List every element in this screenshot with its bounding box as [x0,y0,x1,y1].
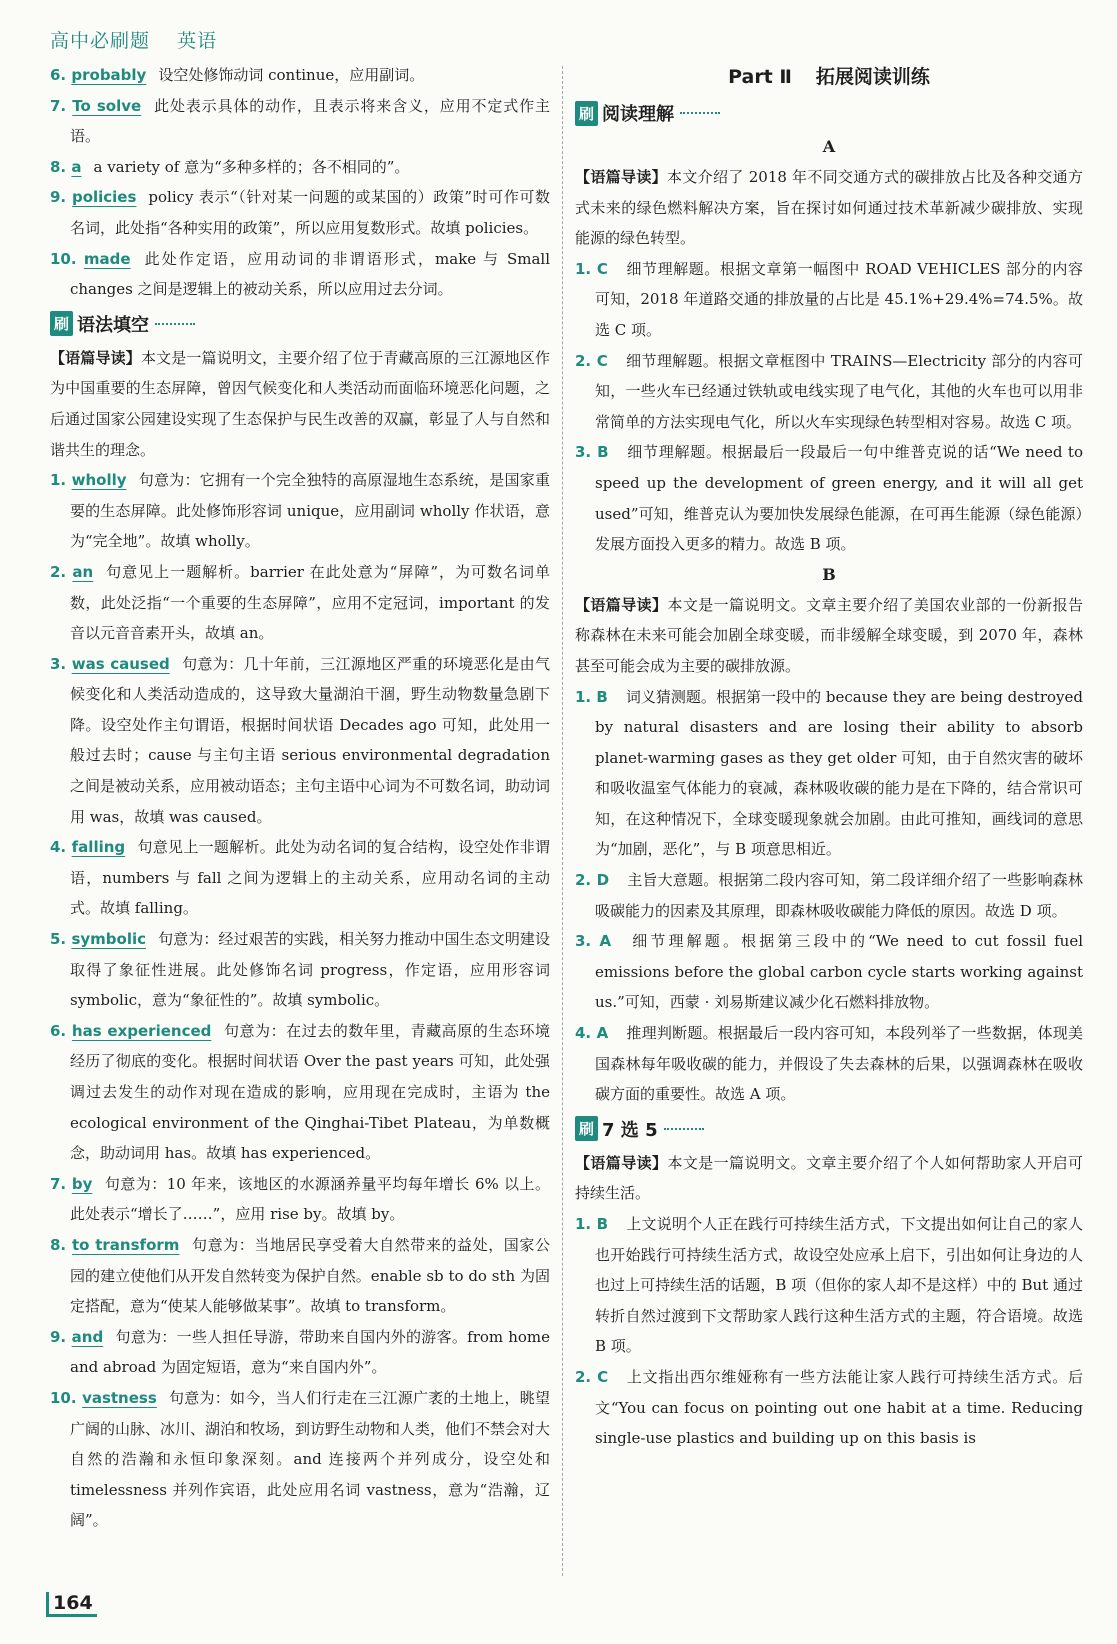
column-divider [562,66,563,1576]
answer-word: wholly [71,471,127,490]
answer-key [50,471,139,489]
answer-item [575,865,1083,926]
answer-explanation: a variety of 意为“多种多样的；各不相同的”。 [93,157,410,176]
answers-b [575,682,1083,1110]
intro-tag: 【语篇导读】 [50,348,141,367]
answer-key [575,1024,626,1042]
answer-number: 6. [50,1021,67,1040]
answer-item [575,1362,1083,1454]
answer-item [575,1018,1083,1110]
intro-tag: 【语篇导读】 [575,1153,668,1172]
answers-c [575,1209,1083,1454]
section-badge: 刷 [575,101,598,126]
answer-number: 1. [575,259,592,278]
answer-key [50,188,148,206]
passage-a-intro [575,162,1083,254]
answer-word: by [71,1174,93,1193]
answer-word: C [596,259,608,278]
answer-key [575,1368,626,1386]
section-reading [575,98,1083,128]
answer-item [50,557,550,649]
answer-explanation: 此处表示具体的动作，且表示将来含义，应用不定式作主语。 [70,96,550,146]
answer-number: 2. [50,562,67,581]
page-number: 164 [46,1592,97,1617]
answer-number: 5. [50,930,67,949]
answer-word: policies [71,188,137,207]
answer-number: 4. [575,1024,592,1043]
answers-top [50,60,550,305]
answer-item [575,926,1083,1018]
answer-word: to transform [71,1235,180,1254]
passage-c-intro [575,1148,1083,1209]
answer-explanation: 上文指出西尔维娅称有一些方法能让家人践行可持续生活方式。后文“You can focus on pointing out one habit at a time. Reducing single-use plastics and building up on this basis is [595,1367,1083,1448]
answer-key [50,1022,223,1040]
answer-word: C [596,351,608,370]
answer-number: 10. [50,249,77,268]
answer-number: 6. [50,66,67,84]
answer-number: 1. [50,471,67,490]
answer-key [50,66,158,84]
part-title: 拓展阅读训练 [815,66,930,88]
answer-item [575,682,1083,866]
answer-number: 2. [575,351,592,370]
answer-item [50,152,550,183]
answer-item [50,1016,550,1169]
answer-explanation: 上文说明个人正在践行可持续生活方式，下文提出如何让自己的家人也开始践行可持续生活方式，故设空处应承上启下，引出如何让身边的人也过上可持续生活的话题，B 项（但你的家人却不是这样）中的 But 通过转折自然过渡到下文帮助家人践行这种生活方式的主题，符合语境。故选 B 项。 [595,1215,1083,1356]
passage-b-intro [575,590,1083,682]
answer-number: 8. [50,1235,67,1254]
answer-explanation: 细节理解题。根据第三段中的“We need to cut fossil fuel emissions before the global carbon cycle starts working against us.”可知，西蒙 · 刘易斯建议减少化石燃料排放物。 [595,932,1083,1012]
answer-word: made [83,249,131,268]
book-title: 高中必刷题 [50,30,151,52]
answer-explanation: 句意为：如今，当人们行走在三江源广袤的土地上，眺望广阔的山脉、冰川、湖泊和牧场，到访野生动物和人类，他们不禁会对大自然的浩瀚和永恒印象深刻。and 连接两个并列成分，设空处和 timelessness 并列作宾语，此处应用名词 vastness，意为“浩瀚，辽阔”。 [70,1388,551,1530]
page-header [50,26,237,53]
answer-explanation: 句意为：经过艰苦的实践，相关努力推动中国生态文明建设取得了象征性进展。此处修饰名词 progress，作定语，应用形容词 symbolic，意为“象征性的”。故填 symbolic。 [70,930,550,1010]
section-seven-five [575,1114,1083,1144]
answer-number: 9. [50,188,67,207]
answer-key [575,352,626,370]
answer-number: 3. [50,654,67,673]
answer-key [575,871,627,889]
answer-key [50,1236,191,1254]
answer-number: 3. [575,932,592,951]
answer-explanation: 句意见上一题解析。barrier 在此处意为“屏障”，为可数名词单数，此处泛指“一个重要的生态屏障”，应用不定冠词，important 的发音以元音音素开头，故填 an。 [70,562,550,643]
answer-explanation: 此处作定语，应用动词的非谓语形式，make 与 Small changes 之间是逻辑上的被动关系，所以应用过去分词。 [70,249,550,299]
answer-explanation: 句意为：在过去的数年里，青藏高原的生态环境经历了彻底的变化。根据时间状语 Over the past years 可知，此处强调过去发生的动作对现在造成的影响，应用现在完成时，主语为 the ecological environment of the Qinghai-Tibet Plateau，为单数概念，助动词用 has。故填 has experienced。 [70,1021,550,1163]
answer-explanation: 主旨大意题。根据第二段内容可知，第二段详细介绍了一些影响森林吸碳能力的因素及其原理，即森林吸收碳能力降低的原因。故选 D 项。 [595,871,1083,920]
answer-word: B [597,443,609,462]
answer-explanation: 词义猜测题。根据第一段中的 because they are being destroyed by natural disasters and are losing their ability to absorb planet-warming gases as they get older 可知，由于自然灾害的破坏和吸收温室气体能力的衰减，森林吸收碳的能力是在下降的，结合常识可知，在这种情况下，全球变暖现象就会加剧。由此可推知，画线词的意思为“加剧，恶化”，与 B 项意思相近。 [595,687,1083,859]
intro-text: 本文是一篇说明文，主要介绍了位于青藏高原的三江源地区作为中国重要的生态屏障，曾因气候变化和人类活动而面临环境恶化问题，之后通过国家公园建设实现了生态保护与民生改善的双赢，彰显了人与自然和谐共生的理念。 [50,348,550,459]
right-column [575,60,1083,1454]
answer-key [575,443,627,461]
answer-word: D [596,871,610,890]
answer-number: 8. [50,157,67,176]
answer-word: probably [71,66,147,84]
answer-key [575,688,626,706]
answer-word: A [599,932,612,951]
answer-explanation: 设空处修饰动词 continue，应用副词。 [158,66,425,84]
answer-explanation: 句意为：它拥有一个完全独特的高原湿地生态系统，是国家重要的生态屏障。此处修饰形容词 unique，应用副词 wholly 作状语，意为“完全地”。故填 wholly。 [70,471,550,551]
answer-word: has experienced [71,1021,212,1040]
section-grammar [50,309,550,339]
answer-item [50,924,550,1016]
answer-item [575,346,1083,438]
answer-key [50,1389,169,1407]
answer-item [575,254,1083,346]
answer-item [50,60,550,91]
intro-text: 本文介绍了 2018 年不同交通方式的碳排放占比及各种交通方式未来的绿色燃料解决方案，旨在探讨如何通过技术革新减少碳排放、实现能源的绿色转型。 [575,168,1083,248]
answer-item [50,91,550,152]
answer-item [50,832,550,924]
left-column [50,60,550,1536]
section-divider [680,112,720,114]
section-badge: 刷 [575,1116,598,1141]
answer-item [50,1169,550,1230]
answer-key [50,838,137,856]
answer-explanation: 句意为：几十年前，三江源地区严重的环境恶化是由气候变化和人类活动造成的，这导致大量湖泊干涸，野生动物数量急剧下降。设空处作主句谓语，根据时间状语 Decades ago 可知，此处用一般过去时；cause 与主句主语 serious environmental degradation 之间是被动关系，应用被动语态；主句主语中心词为不可数名词，助动词用 was，故填 was caused。 [70,654,551,826]
part-label: Part Ⅱ [728,66,792,88]
answer-number: 10. [50,1388,77,1407]
answer-number: 7. [50,96,67,115]
answer-explanation: 句意为：一些人担任导游，带助来自国内外的游客。from home and abroad 为固定短语，意为“来自国内外”。 [70,1327,550,1377]
passage-b-label: B [822,564,836,584]
answer-number: 7. [50,1174,67,1193]
intro-text: 本文是一篇说明文。文章主要介绍了美国农业部的一份新报告称森林在未来可能会加剧全球变暖，而非缓解全球变暖，到 2070 年，森林甚至可能会成为主要的碳排放源。 [575,595,1083,675]
section-divider [155,323,195,325]
intro-tag: 【语篇导读】 [575,168,667,186]
answer-explanation: policy 表示“（针对某一问题的或某国的）政策”时可作可数名词，此处指“各种实用的政策”，所以应用复数形式。故填 policies。 [70,188,550,237]
section-title: 7 选 5 [602,1119,658,1141]
answer-word: falling [71,838,126,857]
answer-word: an [72,562,94,581]
answer-item [575,1209,1083,1362]
answer-word: a [71,157,82,176]
answer-item [50,1322,550,1383]
section-divider [664,1128,704,1130]
answer-number: 1. [575,1215,592,1233]
answer-item [575,437,1083,559]
answer-word: B [596,1215,609,1233]
answers-grammar [50,465,550,1536]
answer-key [575,1215,626,1233]
passage-intro [50,343,550,465]
answer-explanation: 句意为：当地居民享受着大自然带来的益处，国家公园的建立使他们从开发自然转变为保护自然。enable sb to do sth 为固定搭配，意为“使某人能够做某事”。故填 to transform。 [70,1235,550,1316]
answer-number: 4. [50,838,67,857]
answer-word: and [71,1327,104,1346]
intro-tag: 【语篇导读】 [575,595,668,614]
answer-number: 3. [575,443,592,462]
answer-key [50,1175,104,1193]
answer-explanation: 句意见上一题解析。此处为动名词的复合结构，设空处作非谓语，numbers 与 fall 之间为逻辑上的主动关系，应用动名词的主动式。故填 falling。 [70,838,550,918]
answer-explanation: 细节理解题。根据文章框图中 TRAINS—Electricity 部分的内容可知，一些火车已经通过铁轨或电线实现了电气化，其他的火车也可以用非常简单的方法实现电气化，所以火车实现绿色转型相对容易。故选 C 项。 [595,351,1083,431]
answer-number: 9. [50,1327,67,1346]
subject-title: 英语 [177,30,218,52]
intro-text: 本文是一篇说明文。文章主要介绍了个人如何帮助家人开启可持续生活。 [575,1153,1083,1203]
answer-explanation: 句意为：10 年来，该地区的水源涵养量平均每年增长 6% 以上。此处表示“增长了……”，应用 rise by。故填 by。 [70,1174,550,1224]
answer-item [50,1383,550,1536]
answer-key [50,655,182,673]
answer-number: 2. [575,1367,592,1386]
answer-key [50,1328,115,1346]
answer-number: 2. [575,871,592,890]
answer-key [50,158,94,176]
answer-item [50,182,550,243]
answer-word: A [596,1024,609,1043]
answer-key [50,563,105,581]
section-title: 阅读理解 [602,104,675,125]
answer-word: symbolic [71,930,147,949]
answer-word: To solve [72,96,142,115]
passage-a-label: A [822,137,836,156]
answer-key [50,930,158,948]
answer-word: B [596,687,608,706]
answer-item [50,1230,550,1322]
answers-a [575,254,1083,560]
answer-key [575,932,629,950]
answer-item [50,244,550,305]
answer-word: vastness [82,1388,157,1407]
answer-explanation: 细节理解题。根据文章第一幅图中 ROAD VEHICLES 部分的内容可知，2018 年道路交通的排放量的占比是 45.1%+29.4%=74.5%。故选 C 项。 [595,259,1083,339]
answer-item [50,465,550,557]
answer-key [50,250,143,268]
answer-word: was caused [71,654,170,673]
answer-explanation: 推理判断题。根据最后一段内容可知，本段列举了一些数据，体现美国森林每年吸收碳的能力，并假设了失去森林的后果，以强调森林在吸收碳方面的重要性。故选 A 项。 [595,1024,1083,1104]
section-badge: 刷 [50,311,73,336]
answer-word: C [597,1367,609,1386]
answer-item [50,649,550,833]
answer-number: 1. [575,687,592,706]
part-heading [575,60,1083,94]
answer-key [575,260,626,278]
answer-key [50,97,153,115]
section-title: 语法填空 [77,314,150,336]
answer-explanation: 细节理解题。根据最后一段最后一句中维普克说的话“We need to speed up the development of green energy, and it will all get used”可知，维普克认为要加快发展绿色能源，在可再生能源（绿色能源）发展方面投入更多的精力。故选 B 项。 [595,443,1083,554]
